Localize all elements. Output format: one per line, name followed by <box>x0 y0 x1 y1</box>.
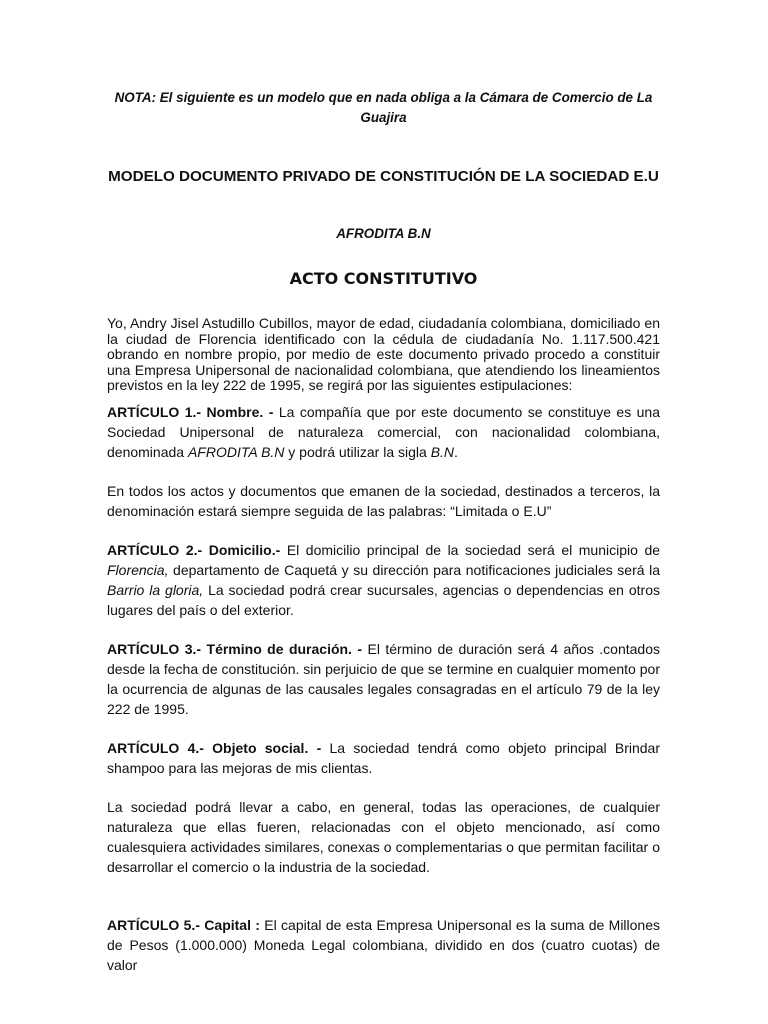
article-4-heading: ARTÍCULO 4.- Objeto social. - <box>107 739 322 756</box>
article-4-text: La sociedad tendrá como objeto principal Brindar shampoo para las mejoras de mis clientas. <box>107 739 661 776</box>
article-1-company-name: AFRODITA B.N <box>187 443 285 460</box>
article-5 <box>107 915 660 975</box>
article-1-sigla: B.N <box>430 443 455 460</box>
article-1-heading: ARTÍCULO 1.- Nombre. - <box>107 403 274 420</box>
article-3-heading: ARTÍCULO 3.- Término de duración. - <box>107 640 363 657</box>
article-2-text-a: El domicilio principal de la sociedad será el municipio de <box>280 541 661 558</box>
article-3 <box>107 639 660 719</box>
article-4-paragraph-2: La sociedad podrá llevar a cabo, en general, todas las operaciones, de cualquier naturaleza que ellas fueren, relacionadas con el objeto mencionado, así como cualesquiera actividades similares, conexas o complementarias o que permitan facilitar o desarrollar el comercio o la industria de la sociedad. <box>107 798 660 875</box>
document-title: MODELO DOCUMENTO PRIVADO DE CONSTITUCIÓN DE LA SOCIEDAD E.U <box>108 168 659 185</box>
article-1-text-a: La compañía que por este documento se constituye es una Sociedad Unipersonal de naturaleza comercial, con nacionalidad colombiana, denominada <box>107 403 660 460</box>
article-5-heading: ARTÍCULO 5.- Capital : <box>107 916 260 933</box>
article-5-text: El capital de esta Empresa Unipersonal es la suma de Millones de Pesos (1.000.000) Moneda Legal colombiana, dividido en dos (cuatro cuotas) de valor <box>107 916 661 973</box>
article-1-text-b: y podrá utilizar la sigla <box>284 443 431 460</box>
disclaimer-note: NOTA: El siguiente es un modelo que en nada obliga a la Cámara de Comercio de La Guajira <box>114 90 653 125</box>
article-2-text-c: La sociedad podrá crear sucursales, agencias o dependencias en otros lugares del país o del exterior. <box>107 581 660 618</box>
article-2 <box>107 540 660 620</box>
article-3-text: El término de duración será 4 años .contados desde la fecha de constitución. sin perjuicio de que se termine en cualquier momento por la ocurrencia de algunas de las causales legales consagradas en el artículo 79 de la ley 222 de 1995. <box>107 640 660 717</box>
company-name: AFRODITA B.N <box>336 226 431 241</box>
article-2-heading: ARTÍCULO 2.- Domicilio.- <box>107 541 281 558</box>
article-2-text-b: departamento de Caquetá y su dirección para notificaciones judiciales será la <box>168 561 660 578</box>
article-2-address: Barrio la gloria, <box>107 581 204 598</box>
article-4 <box>107 738 660 778</box>
intro-paragraph: Yo, Andry Jisel Astudillo Cubillos, mayor de edad, ciudadanía colombiana, domiciliado en la ciudad de Florencia identificado con la cédula de ciudadanía No. 1.117.500.421 obrando en nombre propio, por medio de este documento privado procedo a constituir una Empresa Unipersonal de nacionalidad colombiana, que atendiendo los lineamientos previstos en la ley 222 de 1995, se regirá por las siguientes estipulaciones: <box>107 315 660 393</box>
article-1-paragraph-2: En todos los actos y documentos que emanen de la sociedad, destinados a terceros, la denominación estará siempre seguida de las palabras: “Limitada o E.U” <box>107 482 660 519</box>
article-2-city: Florencia, <box>107 561 169 578</box>
article-1 <box>107 402 660 462</box>
article-1-text-c: . <box>454 443 458 460</box>
act-title: ACTO CONSTITUTIVO <box>289 269 478 288</box>
